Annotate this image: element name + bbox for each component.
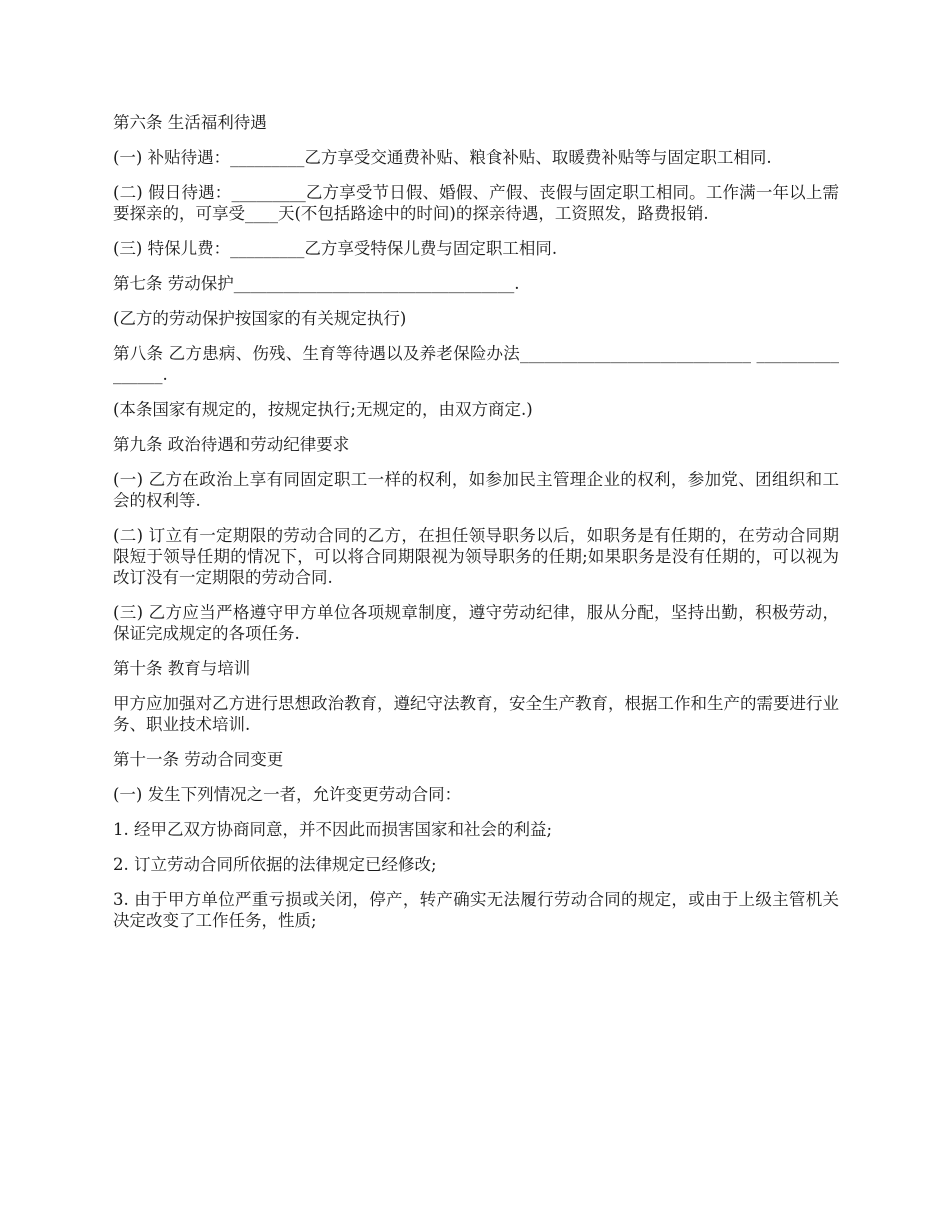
article-6-item-1: (一) 补贴待遇：_________乙方享受交通费补贴、粮食补贴、取暖费补贴等与固定职工相同.: [113, 148, 772, 167]
article-11-subitem-1: 1. 经甲乙双方协商同意，并不因此而损害国家和社会的利益;: [113, 820, 553, 839]
article-9-heading: 第九条 政治待遇和劳动纪律要求: [113, 435, 350, 454]
document-page: [113, 112, 839, 945]
article-6-item-3: (三) 特保儿费：_________乙方享受特保儿费与固定职工相同.: [113, 239, 558, 258]
article-8-heading: 第八条 乙方患病、伤残、生育等待遇以及养老保险办法____________________________ ________________.: [113, 344, 839, 384]
article-9-item-2: (二) 订立有一定期限的劳动合同的乙方，在担任领导职务以后，如职务是有任期的，在劳动合同期限短于领导任期的情况下，可以将合同期限视为领导职务的任期;如果职务是没有任期的，可以视为改订没有一定期限的劳动合同.: [113, 526, 839, 587]
article-6-item-2: (二) 假日待遇：_________乙方享受节日假、婚假、产假、丧假与固定职工相同。工作满一年以上需要探亲的，可享受____天(不包括路途中的时间)的探亲待遇，工资照发，路费报销.: [113, 183, 839, 223]
article-10-heading: 第十条 教育与培训: [113, 659, 251, 678]
article-7-note: (乙方的劳动保护按国家的有关规定执行): [113, 309, 407, 328]
article-8-note: (本条国家有规定的，按规定执行;无规定的，由双方商定.): [113, 400, 533, 419]
article-7-heading: 第七条 劳动保护__________________________________.: [113, 274, 520, 293]
article-11-item-1: (一) 发生下列情况之一者，允许变更劳动合同：: [113, 785, 462, 804]
article-6-heading: 第六条 生活福利待遇: [113, 113, 267, 132]
article-9-item-3: (三) 乙方应当严格遵守甲方单位各项规章制度，遵守劳动纪律，服从分配，坚持出勤，积极劳动，保证完成规定的各项任务.: [113, 603, 839, 643]
article-11-heading: 第十一条 劳动合同变更: [113, 750, 284, 769]
article-10-body: 甲方应加强对乙方进行思想政治教育，遵纪守法教育，安全生产教育，根据工作和生产的需要进行业务、职业技术培训.: [113, 694, 839, 734]
article-9-item-1: (一) 乙方在政治上享有同固定职工一样的权利，如参加民主管理企业的权利，参加党、团组织和工会的权利等.: [113, 470, 839, 510]
article-11-subitem-2: 2. 订立劳动合同所依据的法律规定已经修改;: [113, 855, 437, 874]
article-11-subitem-3: 3. 由于甲方单位严重亏损或关闭，停产，转产确实无法履行劳动合同的规定，或由于上级主管机关决定改变了工作任务，性质;: [113, 890, 839, 930]
